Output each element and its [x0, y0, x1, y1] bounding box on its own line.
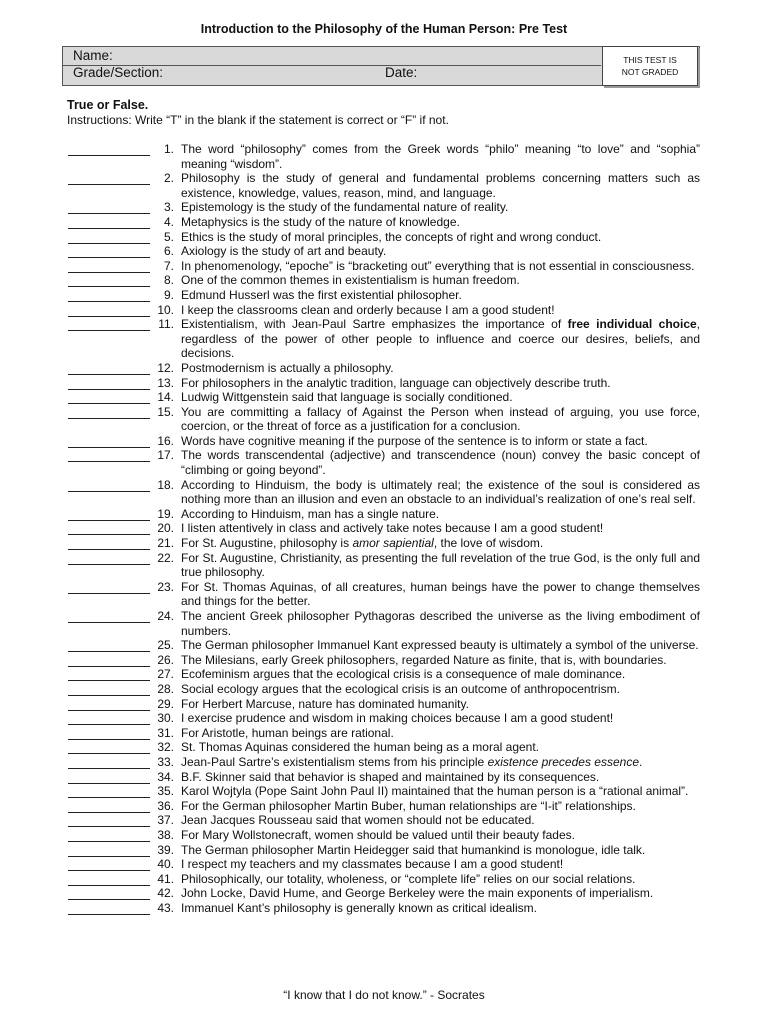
question-number: 16.	[157, 433, 174, 448]
question-number: 31.	[157, 725, 174, 740]
question-number: 38.	[157, 827, 174, 842]
question-text: I listen attentively in class and actively take notes because I am a good student!	[181, 521, 604, 536]
question-item	[0, 434, 768, 449]
question-number: 22.	[157, 550, 174, 565]
question-number: 36.	[157, 798, 174, 813]
question-text: Philosophically, our totality, wholeness, or “complete life” relies on our social relations.	[181, 871, 636, 886]
answer-blank[interactable]	[68, 801, 150, 813]
answer-blank[interactable]	[68, 261, 150, 273]
question-item	[0, 405, 768, 434]
question-text: The words transcendental (adjective) and transcendence (noun) convey the basic concept of “climbing or going beyond”.	[181, 448, 700, 478]
section-title: True or False.	[67, 98, 149, 112]
answer-blank[interactable]	[68, 669, 150, 681]
question-item	[0, 448, 768, 477]
question-text: For philosophers in the analytic tradition, language can objectively describe truth.	[181, 375, 611, 390]
question-item	[0, 244, 768, 259]
answer-blank[interactable]	[68, 772, 150, 784]
question-item	[0, 886, 768, 901]
question-number: 33.	[157, 754, 174, 769]
question-text: Metaphysics is the study of the nature of knowledge.	[181, 214, 460, 229]
question-item	[0, 784, 768, 799]
answer-blank[interactable]	[68, 378, 150, 390]
answer-blank[interactable]	[68, 903, 150, 915]
answer-blank[interactable]	[68, 830, 150, 842]
answer-blank[interactable]	[68, 319, 150, 331]
question-number: 24.	[157, 609, 174, 623]
answer-blank[interactable]	[68, 845, 150, 857]
question-text: For St. Augustine, Christianity, as presenting the full revelation of the true God, is the only full and true philosophy.	[181, 550, 700, 580]
name-label: Name:	[73, 48, 113, 63]
question-item	[0, 828, 768, 843]
question-number: 6.	[163, 244, 174, 259]
question-number: 21.	[157, 536, 174, 551]
question-item	[0, 857, 768, 872]
question-item	[0, 653, 768, 668]
answer-blank[interactable]	[68, 815, 150, 827]
question-text: For the German philosopher Martin Buber, human relationships are “I-it” relationships.	[181, 798, 636, 813]
answer-blank[interactable]	[68, 582, 150, 594]
question-text: The word “philosophy” comes from the Greek words “philo” meaning “to love” and “sophia” meaning “wisdom”.	[181, 142, 700, 171]
answer-blank[interactable]	[68, 611, 150, 623]
question-item	[0, 770, 768, 785]
question-text: Social ecology argues that the ecological crisis is an outcome of anthropocentrism.	[181, 681, 620, 696]
question-number: 42.	[157, 886, 174, 901]
emphasis-italic: amor sapiential	[352, 536, 434, 551]
question-text: The Milesians, early Greek philosophers, regarded Nature as finite, that is, with boundaries.	[181, 652, 667, 667]
answer-blank[interactable]	[68, 713, 150, 725]
question-number: 13.	[157, 375, 174, 390]
answer-blank[interactable]	[68, 173, 150, 185]
question-text: Epistemology is the study of the fundamental nature of reality.	[181, 200, 509, 215]
answer-blank[interactable]	[68, 436, 150, 448]
footer-quote: “I know that I do not know.” - Socrates	[283, 988, 485, 1002]
answer-blank[interactable]	[68, 275, 150, 287]
question-text: One of the common themes in existentialism is human freedom.	[181, 273, 520, 288]
question-number: 11.	[158, 317, 174, 332]
question-text: Words have cognitive meaning if the purpose of the sentence is to inform or state a fact.	[181, 433, 648, 448]
question-text: St. Thomas Aquinas considered the human being as a moral agent.	[181, 740, 540, 755]
question-item	[0, 376, 768, 391]
answer-blank[interactable]	[68, 246, 150, 258]
question-number: 17.	[157, 448, 174, 463]
question-text: The German philosopher Immanuel Kant expressed beauty is ultimately a symbol of the universe.	[181, 638, 699, 653]
question-item	[0, 361, 768, 376]
question-item	[0, 726, 768, 741]
question-text: Philosophy is the study of general and fundamental problems concerning matters such as existence, knowledge, values, reason, mind, and language.	[181, 171, 700, 200]
question-item	[0, 142, 768, 171]
question-item	[0, 171, 768, 200]
badge-line-1: THIS TEST IS	[623, 55, 677, 65]
question-text-part: , regardless of the power of other people to influence and coerce our desires, beliefs, and decisions.	[181, 317, 701, 361]
question-number: 34.	[157, 769, 174, 784]
question-number: 40.	[157, 857, 174, 872]
question-item	[0, 288, 768, 303]
answer-blank[interactable]	[68, 874, 150, 886]
question-item	[0, 609, 768, 638]
question-item	[0, 755, 768, 770]
question-text: Ecofeminism argues that the ecological crisis is a consequence of male dominance.	[181, 667, 626, 682]
question-number: 18.	[157, 477, 174, 492]
question-number: 1.	[163, 142, 174, 156]
question-text: John Locke, David Hume, and George Berkeley were the main exponents of imperialism.	[181, 886, 654, 901]
question-item	[0, 478, 768, 507]
question-text	[181, 755, 700, 770]
question-number: 26.	[157, 652, 174, 667]
question-list	[0, 142, 768, 915]
answer-blank[interactable]	[68, 684, 150, 696]
answer-blank[interactable]	[68, 655, 150, 667]
question-item	[0, 901, 768, 916]
question-text: I exercise prudence and wisdom in making choices because I am a good student!	[181, 711, 614, 726]
question-number: 39.	[157, 842, 174, 857]
question-number: 2.	[163, 171, 174, 186]
question-text: B.F. Skinner said that behavior is shaped and maintained by its consequences.	[181, 769, 600, 784]
question-item	[0, 580, 768, 609]
answer-blank[interactable]	[68, 523, 150, 535]
question-number: 8.	[163, 273, 174, 288]
question-number: 7.	[163, 258, 174, 273]
answer-blank[interactable]	[68, 305, 150, 317]
question-text: I keep the classrooms clean and orderly because I am a good student!	[181, 302, 555, 317]
answer-blank[interactable]	[68, 757, 150, 769]
emphasis-italic: existence precedes essence	[487, 754, 639, 769]
question-text-part: Existentialism, with Jean-Paul Sartre emphasizes the importance of	[181, 317, 568, 332]
question-text-part: Jean-Paul Sartre’s existentialism stems from his principle	[181, 754, 488, 769]
question-item	[0, 667, 768, 682]
answer-blank[interactable]	[68, 144, 150, 156]
question-item	[0, 536, 768, 551]
question-number: 27.	[157, 667, 174, 682]
question-item	[0, 638, 768, 653]
question-item	[0, 303, 768, 318]
answer-blank[interactable]	[68, 202, 150, 214]
date-label: Date:	[385, 65, 418, 80]
question-number: 43.	[157, 900, 174, 915]
answer-blank[interactable]	[68, 553, 150, 565]
answer-blank[interactable]	[68, 728, 150, 740]
question-item	[0, 711, 768, 726]
question-number: 19.	[157, 506, 174, 521]
question-item	[0, 273, 768, 288]
answer-blank[interactable]	[68, 290, 150, 302]
question-item	[0, 507, 768, 522]
answer-blank[interactable]	[68, 363, 150, 375]
question-text: The German philosopher Martin Heidegger said that humankind is monologue, idle talk.	[181, 842, 646, 857]
answer-blank[interactable]	[68, 392, 150, 404]
emphasis-bold: free individual choice	[567, 317, 697, 332]
answer-blank[interactable]	[68, 538, 150, 550]
not-graded-badge	[602, 46, 698, 86]
question-number: 28.	[157, 681, 174, 696]
answer-blank[interactable]	[68, 217, 150, 229]
question-item	[0, 259, 768, 274]
question-item	[0, 215, 768, 230]
question-text: You are committing a fallacy of Against the Person when instead of arguing, you use force, coercion, or the threat of force as a justification for a conclusion.	[181, 404, 700, 434]
question-text: For St. Thomas Aquinas, of all creatures, human beings have the power to change themselves and things for the better.	[181, 579, 700, 609]
question-text: The ancient Greek philosopher Pythagoras described the universe as the living embodiment of numbers.	[181, 609, 700, 638]
badge-line-2: NOT GRADED	[621, 67, 679, 77]
answer-blank[interactable]	[68, 786, 150, 798]
question-number: 41.	[157, 871, 174, 886]
question-text: Ludwig Wittgenstein said that language is socially conditioned.	[181, 390, 513, 405]
question-number: 15.	[157, 404, 174, 419]
answer-blank[interactable]	[68, 450, 150, 462]
answer-blank[interactable]	[68, 509, 150, 521]
question-item	[0, 390, 768, 405]
question-number: 35.	[157, 784, 174, 799]
question-number: 4.	[163, 214, 174, 229]
question-number: 10.	[157, 302, 174, 317]
answer-blank[interactable]	[68, 699, 150, 711]
grade-section-label: Grade/Section:	[73, 65, 164, 80]
question-text	[181, 536, 700, 551]
question-text: I respect my teachers and my classmates because I am a good student!	[181, 857, 564, 872]
instructions: Instructions: Write “T” in the blank if the statement is correct or “F” if not.	[67, 113, 449, 127]
question-text: Edmund Husserl was the first existential philosopher.	[181, 287, 462, 302]
question-text-part: .	[639, 754, 643, 769]
question-text: Immanuel Kant’s philosophy is generally known as critical idealism.	[181, 900, 537, 915]
answer-blank[interactable]	[68, 407, 150, 419]
question-item	[0, 200, 768, 215]
question-number: 29.	[157, 696, 174, 711]
question-item	[0, 740, 768, 755]
question-item	[0, 230, 768, 245]
question-text-part: , the love of wisdom.	[433, 536, 544, 551]
question-item	[0, 799, 768, 814]
question-text: For Mary Wollstonecraft, women should be valued until their beauty fades.	[181, 827, 575, 842]
question-number: 23.	[157, 579, 174, 594]
question-text: In phenomenology, “epoche” is “bracketing out” everything that is not essential in consciousness.	[181, 258, 695, 273]
question-text: Axiology is the study of art and beauty.	[181, 244, 387, 259]
question-number: 25.	[157, 638, 174, 653]
question-text: Karol Wojtyla (Pope Saint John Paul II) maintained that the human person is a “rational animal”.	[181, 784, 689, 799]
question-item	[0, 872, 768, 887]
question-number: 5.	[163, 229, 174, 244]
question-item	[0, 813, 768, 828]
question-number: 14.	[157, 390, 174, 405]
question-text: Postmodernism is actually a philosophy.	[181, 360, 394, 375]
question-number: 20.	[157, 521, 174, 536]
question-text: According to Hinduism, the body is ultimately real; the existence of the soul is considered as nothing more than an illusion and even an obstacle to an individual’s realization of one’s real self.	[181, 477, 700, 507]
question-number: 3.	[163, 200, 174, 215]
question-text: For Aristotle, human beings are rational.	[181, 725, 394, 740]
question-item	[0, 317, 768, 361]
question-number: 12.	[157, 360, 174, 375]
answer-blank[interactable]	[68, 480, 150, 492]
question-item	[0, 843, 768, 858]
question-text: Jean Jacques Rousseau said that women should not be educated.	[181, 813, 535, 828]
question-text-part: For St. Augustine, philosophy is	[181, 536, 353, 551]
question-item	[0, 697, 768, 712]
answer-blank[interactable]	[68, 859, 150, 871]
question-text	[181, 317, 700, 361]
question-text: According to Hinduism, man has a single nature.	[181, 506, 440, 521]
answer-blank[interactable]	[68, 888, 150, 900]
answer-blank[interactable]	[68, 232, 150, 244]
question-item	[0, 551, 768, 580]
question-number: 37.	[157, 813, 174, 828]
question-text: For Herbert Marcuse, nature has dominated humanity.	[181, 696, 469, 711]
question-text: Ethics is the study of moral principles, the concepts of right and wrong conduct.	[181, 229, 602, 244]
question-number: 32.	[157, 740, 174, 755]
question-number: 9.	[163, 287, 174, 302]
answer-blank[interactable]	[68, 640, 150, 652]
question-number: 30.	[157, 711, 174, 726]
answer-blank[interactable]	[68, 742, 150, 754]
question-item	[0, 682, 768, 697]
page-title: Introduction to the Philosophy of the Human Person: Pre Test	[200, 22, 568, 36]
question-item	[0, 521, 768, 536]
